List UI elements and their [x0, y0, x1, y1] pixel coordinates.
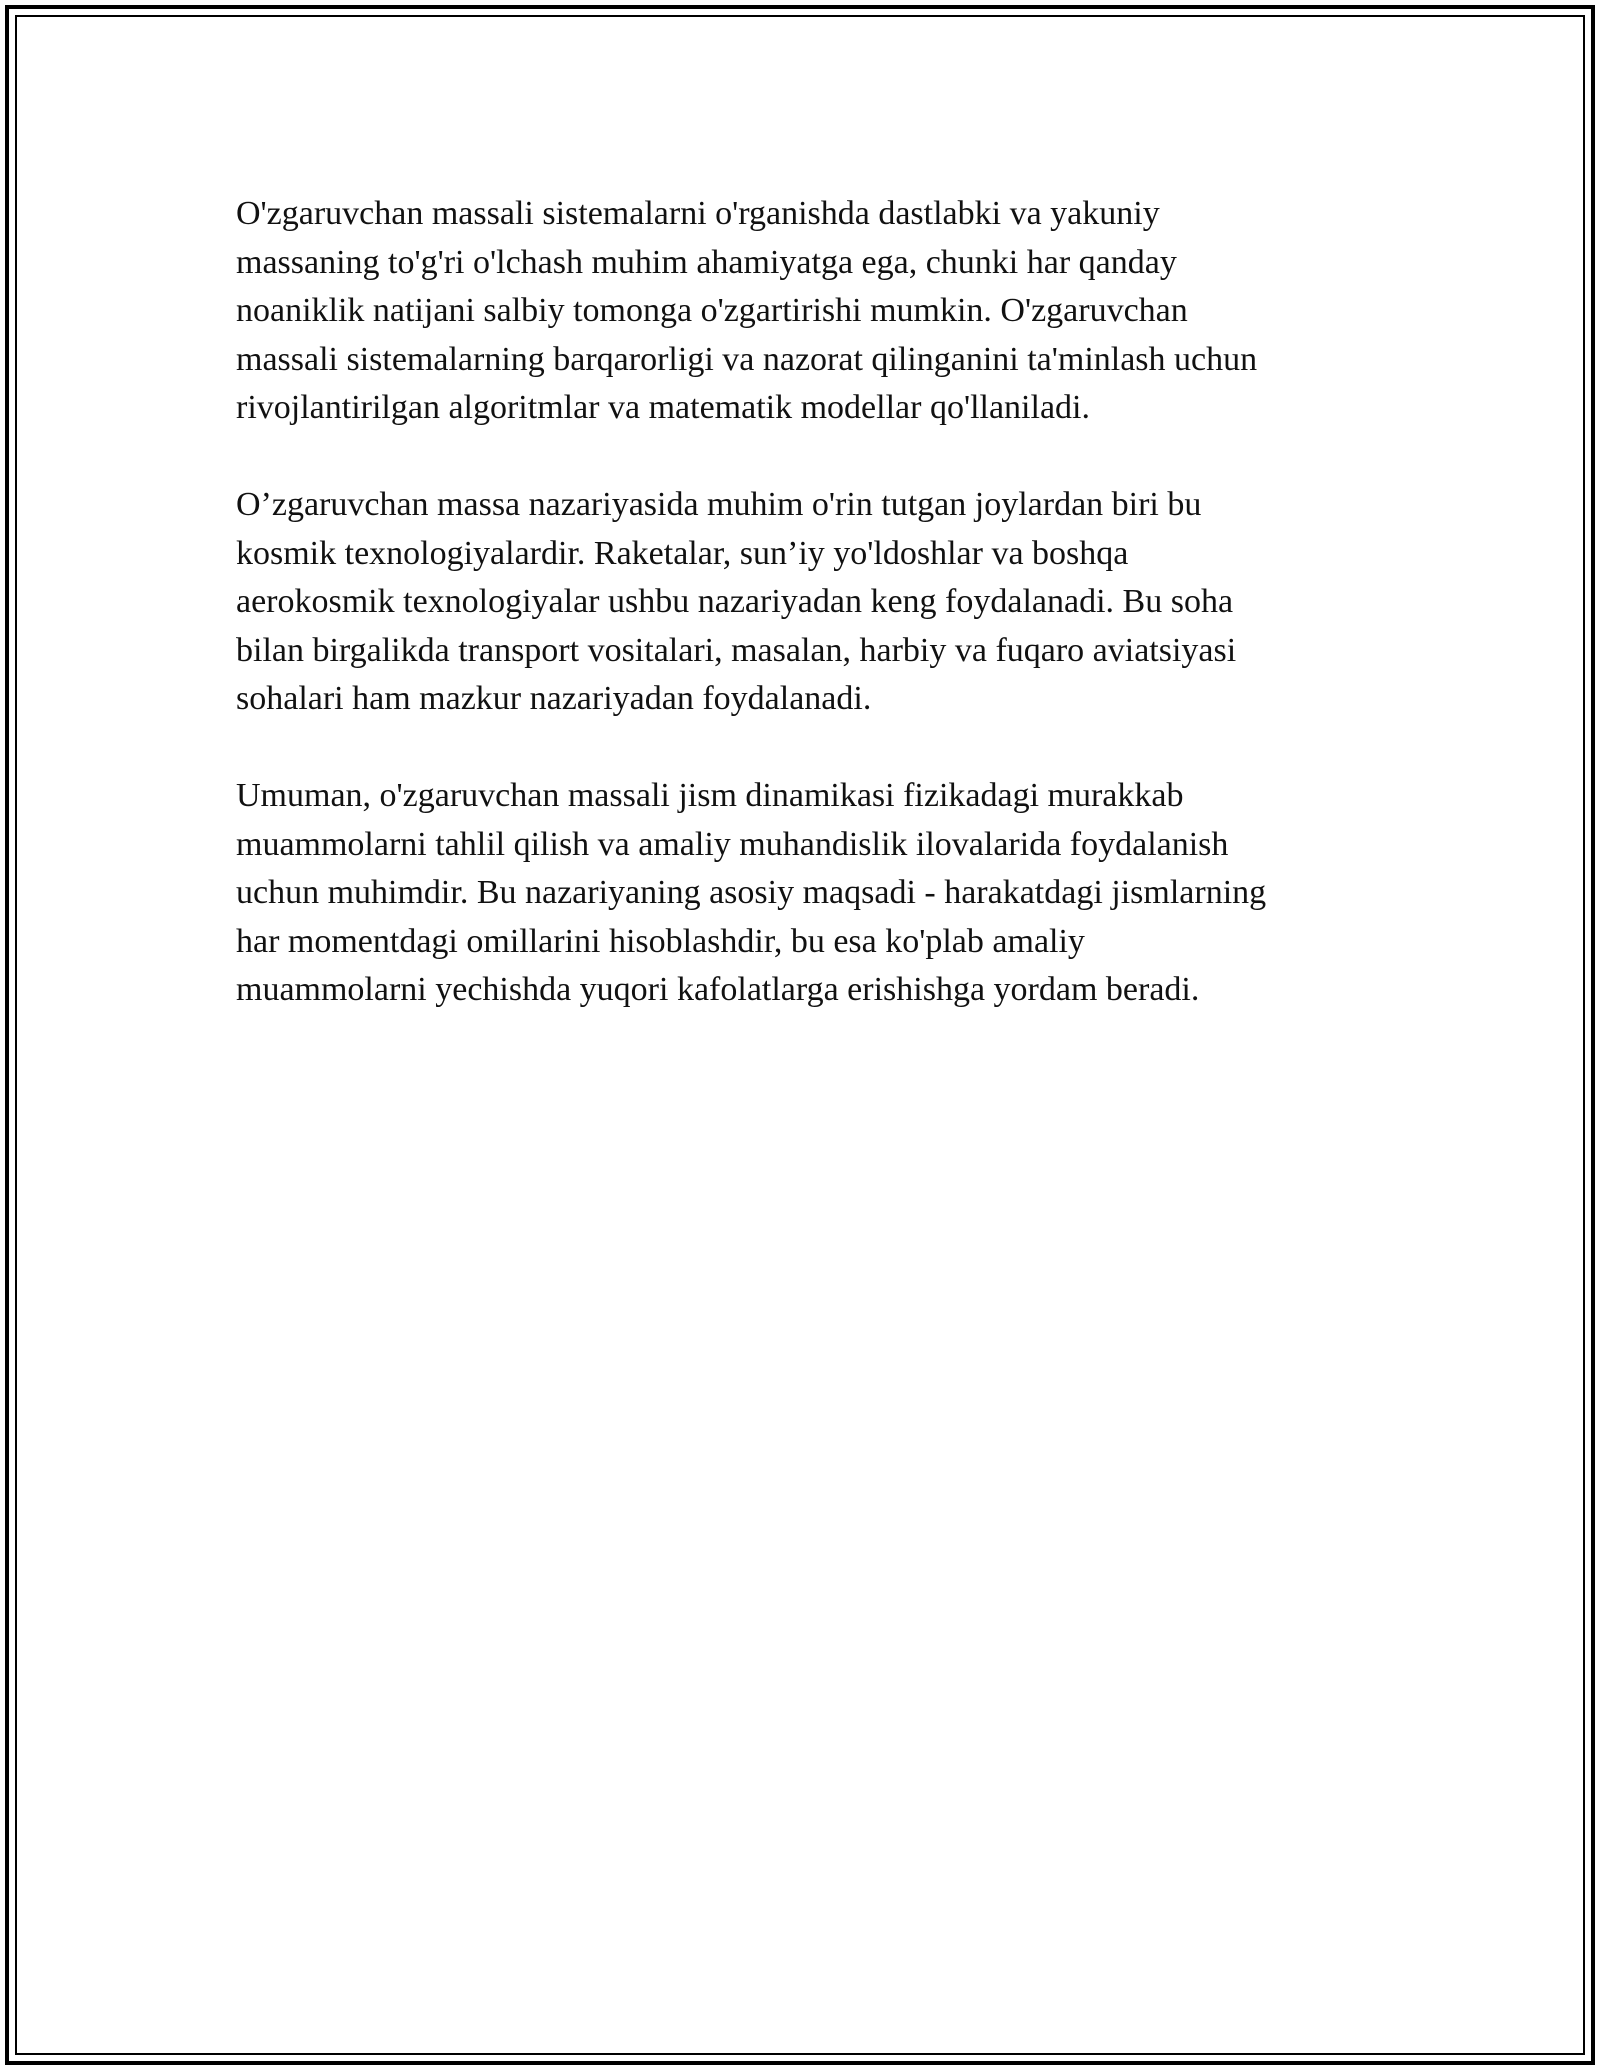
paragraph-line: noaniklik natijani salbiy tomonga o'zgartirishi mumkin. O'zgaruvchan [236, 292, 1188, 329]
paragraph-line: O’zgaruvchan massa nazariyasida muhim o'rin tutgan joylardan biri bu [236, 486, 1202, 523]
paragraph-1 [236, 190, 1366, 433]
paragraph-line: muammolarni yechishda yuqori kafolatlarga erishishga yordam beradi. [236, 971, 1200, 1008]
paragraph-line: O'zgaruvchan massali sistemalarni o'rganishda dastlabki va yakuniy [236, 195, 1160, 232]
paragraph-line: muammolarni tahlil qilish va amaliy muhandislik ilovalarida foydalanish [236, 825, 1229, 863]
paragraph-line: bilan birgalikda transport vositalari, masalan, harbiy va fuqaro aviatsiyasi [236, 631, 1237, 669]
paragraph-2 [236, 481, 1366, 724]
paragraph-line: massaning to'g'ri o'lchash muhim ahamiyatga ega, chunki har qanday [236, 243, 1177, 281]
document-body [236, 190, 1366, 1063]
paragraph-line: aerokosmik texnologiyalar ushbu nazariyadan keng foydalanadi. Bu soha [236, 583, 1234, 620]
paragraph-line: kosmik texnologiyalardir. Raketalar, sun’iy yo'ldoshlar va boshqa [236, 534, 1129, 572]
paragraph-line: uchun muhimdir. Bu nazariyaning asosiy maqsadi - harakatdagi jismlarning [236, 874, 1267, 911]
paragraph-3 [236, 772, 1366, 1015]
paragraph-line: Umuman, o'zgaruvchan massali jism dinamikasi fizikadagi murakkab [236, 777, 1184, 814]
paragraph-line: sohalari ham mazkur nazariyadan foydalanadi. [236, 680, 872, 717]
paragraph-line: massali sistemalarning barqarorligi va nazorat qilinganini ta'minlash uchun [236, 340, 1258, 378]
paragraph-line: har momentdagi omillarini hisoblashdir, bu esa ko'plab amaliy [236, 922, 1085, 960]
paragraph-line: rivojlantirilgan algoritmlar va matematik modellar qo'llaniladi. [236, 389, 1090, 426]
